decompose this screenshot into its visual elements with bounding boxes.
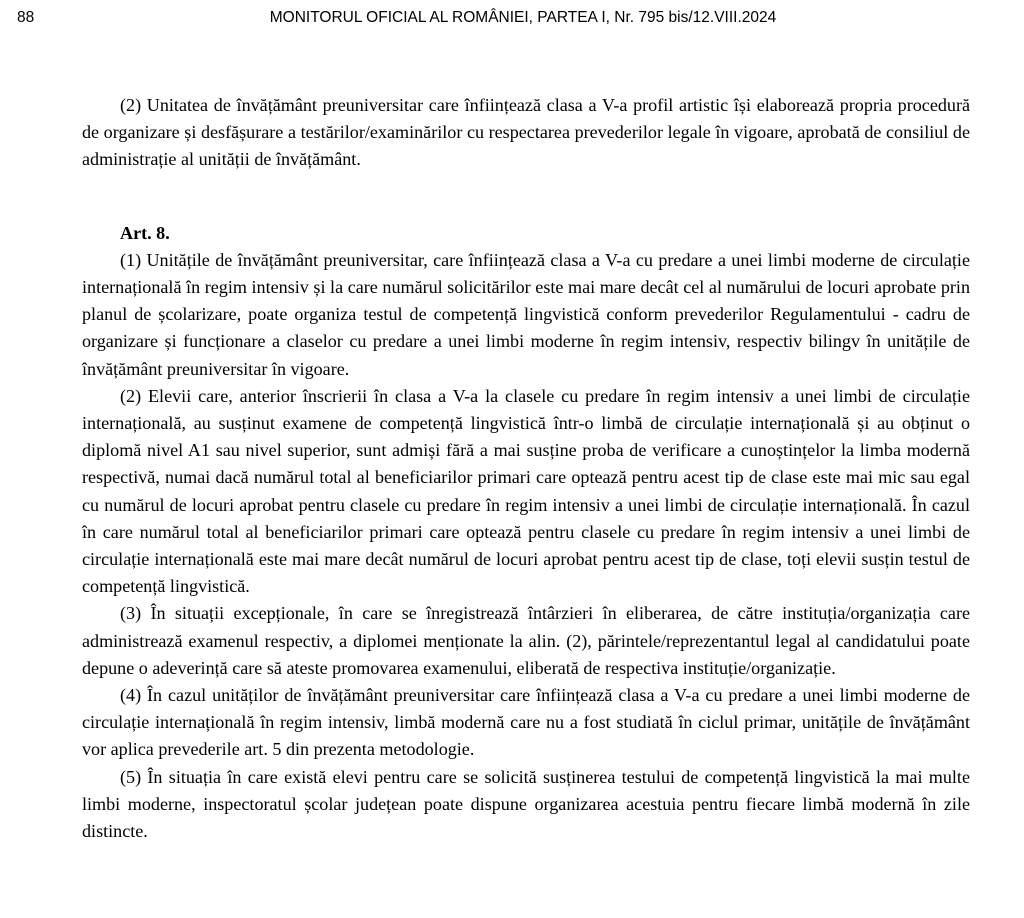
document-body [82,92,970,845]
article-heading: Art. 8. [120,222,170,243]
article-paragraph-5: (5) În situația în care există elevi pentru care se solicită susținerea testului de competență lingvistică la mai multe limbi moderne, inspectoratul școlar județean poate dispune organizarea acestuia pentru fiecare limbă modernă în zile distincte. [82,766,970,842]
article-paragraph-1: (1) Unitățile de învățământ preuniversitar, care înființează clasa a V-a cu predare a unei limbi moderne de circulație internațională în regim intensiv și la care numărul solicitărilor este mai mare decât cel al numărului de locuri aprobate prin planul de școlarizare, poate organiza testul de competență lingvistică conform prevederilor Regulamentului - cadru de organizare și funcționare a claselor cu predare a unei limbi moderne în regim intensiv, respectiv bilingv în unitățile de învățământ preuniversitar în vigoare. [82,249,970,379]
article-paragraph-2: (2) Elevii care, anterior înscrierii în clasa a V-a la clasele cu predare în regim intensiv a unei limbi de circulație internațională, au susținut examene de competență lingvistică într-o limbă de circulație internațională și au obținut o diplomă nivel A1 sau nivel superior, sunt admiși fără a mai susține proba de verificare a cunoștințelor la limba modernă respectivă, numai dacă numărul total al beneficiarilor primari care optează pentru acest tip de clase este mai mic sau egal cu numărul de locuri aprobat pentru clasele cu predare în regim intensiv a unei limbi de circulație internațională. În cazul în care numărul total al beneficiarilor primari care optează pentru clasele cu predare în regim intensiv a unei limbi de circulație internațională este mai mare decât numărul de locuri aprobat pentru acest tip de clase, toți elevii susțin testul de competență lingvistică. [82,385,970,597]
intro-paragraph: (2) Unitatea de învățământ preuniversitar care înființează clasa a V-a profil artistic își elaborează propria procedură de organizare și desfășurare a testărilor/examinărilor cu respectarea prevederilor legale în vigoare, aprobată de consiliul de administrație al unității de învățământ. [82,95,970,170]
article-paragraph-4: (4) În cazul unităților de învățământ preuniversitar care înființează clasa a V-a cu predare a unei limbi moderne de circulație internațională în regim intensiv, limbă modernă care nu a fost studiată în ciclul primar, unitățile de învățământ vor aplica prevederile art. 5 din prezenta metodologie. [82,685,970,760]
article-paragraph-3: (3) În situații excepționale, în care se înregistrează întârzieri în eliberarea, de către instituția/organizația care administrează examenul respectiv, a diplomei menționate la alin. (2), părintele/reprezentantul legal al candidatului poate depune o adeverință care să ateste promovarea examenului, eliberată de respectiva instituție/organizație. [82,603,970,678]
publication-title: MONITORUL OFICIAL AL ROMÂNIEI, PARTEA I, Nr. 795 bis/12.VIII.2024 [269,9,777,26]
page-number: 88 [17,9,35,26]
page-header [0,6,1024,30]
